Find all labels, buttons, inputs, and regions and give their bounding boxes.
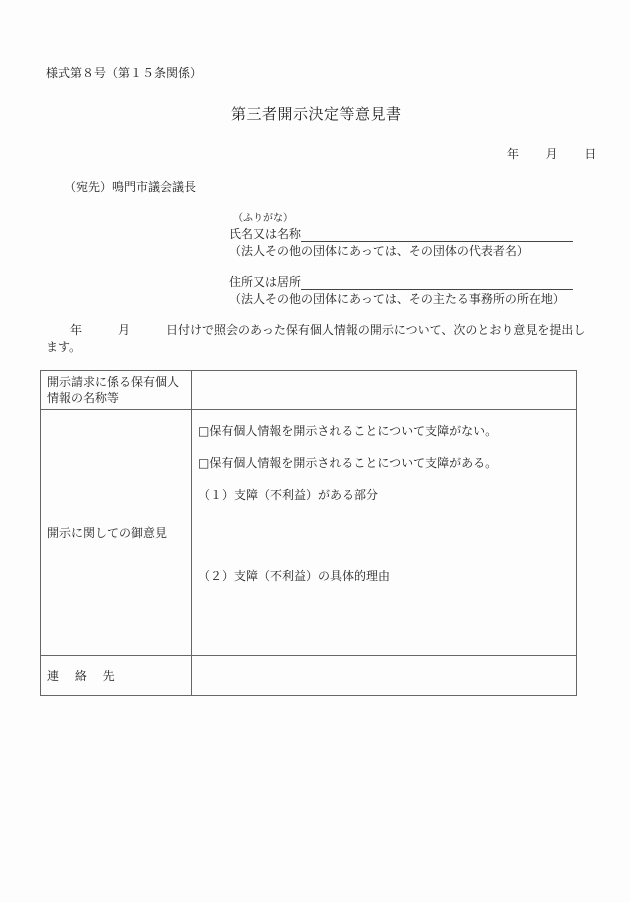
- name-input-line[interactable]: [301, 227, 573, 242]
- info-name-value[interactable]: [192, 371, 577, 410]
- table-row: [41, 656, 577, 696]
- address-input-line[interactable]: [301, 275, 573, 290]
- opinion-cell: [192, 410, 577, 656]
- statement-month-label: 月: [118, 323, 131, 337]
- table-row: [41, 410, 577, 656]
- name-note: （法人その他の団体にあっては、その団体の代表者名）: [229, 244, 529, 258]
- contact-label: 連 絡 先: [41, 656, 192, 696]
- statement-text: 日付けで照会のあった保有個人情報の開示について、次のとおり意見を提出します。: [46, 323, 586, 354]
- name-label: 氏名又は名称: [229, 227, 302, 241]
- table-row: [41, 371, 577, 410]
- opinion-content: [198, 410, 570, 655]
- objection-part-heading: （１）支障（不利益）がある部分: [198, 488, 379, 502]
- statement-year-label: 年: [70, 323, 83, 337]
- option-no-objection[interactable]: □保有個人情報を開示されることについて支障がない。: [198, 424, 498, 438]
- date-year-label: 年: [507, 147, 520, 161]
- date-line: [507, 145, 596, 162]
- option-objection[interactable]: □保有個人情報を開示されることについて支障がある。: [198, 456, 498, 470]
- addressee: （宛先）鳴門市議会議長: [64, 180, 197, 194]
- address-field-row: [229, 273, 573, 290]
- contact-value[interactable]: [192, 656, 577, 696]
- info-name-label: 開示請求に係る保有個人情報の名称等: [41, 371, 192, 410]
- opinion-table: [40, 370, 577, 696]
- objection-reason-heading: （２）支障（不利益）の具体的理由: [198, 569, 391, 583]
- date-month-label: 月: [545, 147, 558, 161]
- opinion-label: 開示に関しての御意見: [41, 410, 192, 656]
- furigana-label: （ふりがな）: [233, 213, 293, 224]
- date-day-label: 日: [584, 147, 597, 161]
- document-title: 第三者開示決定等意見書: [231, 105, 402, 123]
- statement-paragraph: [46, 322, 586, 356]
- address-label: 住所又は居所: [229, 275, 302, 289]
- address-note: （法人その他の団体にあっては、その主たる事務所の所在地）: [229, 292, 565, 306]
- form-number: 様式第８号（第１５条関係）: [46, 66, 203, 80]
- name-field-row: [229, 225, 573, 242]
